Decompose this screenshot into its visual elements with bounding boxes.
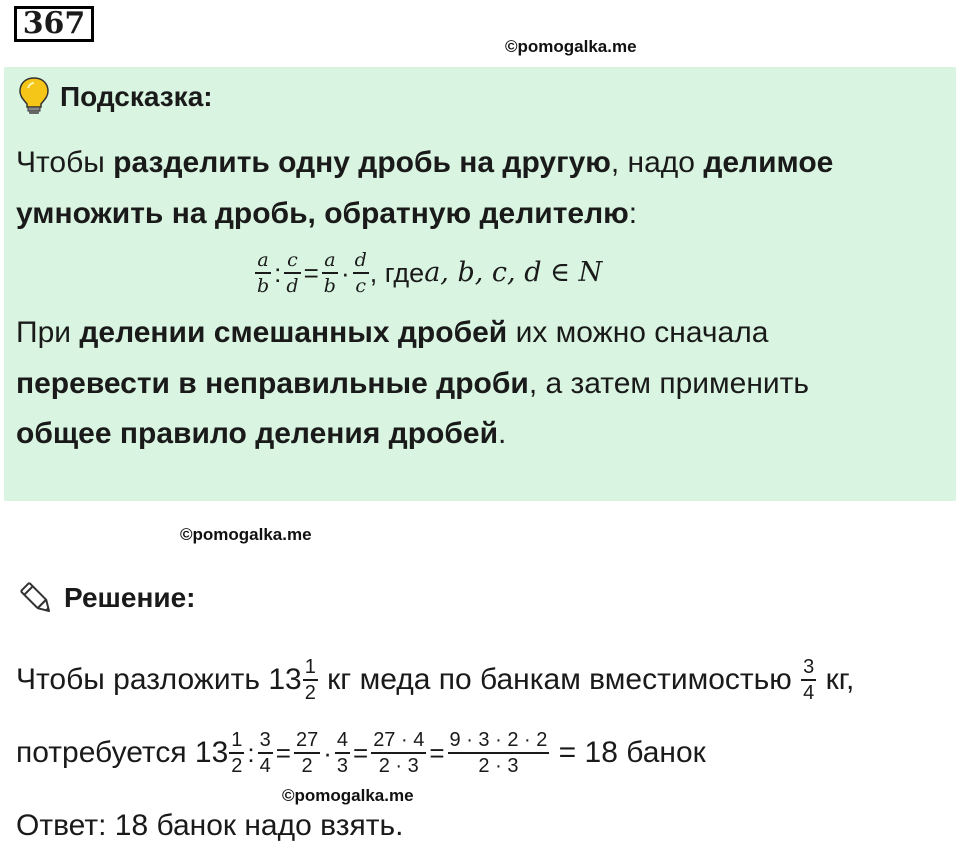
hint-paragraph-2-line-3 xyxy=(16,416,506,452)
hint-text: , надо xyxy=(610,146,704,179)
fraction: $\frac{3}{4}$ xyxy=(259,729,271,777)
operator: = xyxy=(303,258,319,288)
fraction: $\frac{27 \cdot 4}{2 \cdot 3}$ xyxy=(373,729,425,777)
fraction: $\frac{a}{b}$ xyxy=(257,249,270,297)
hint-bold-text: перевести в неправильные дроби xyxy=(16,367,529,400)
operator: = xyxy=(353,738,369,768)
operator: · xyxy=(340,258,350,288)
formula-tail-math: a, b, c, d ∈ N xyxy=(424,257,603,288)
solution-line-1 xyxy=(16,652,854,708)
operator: : xyxy=(247,738,255,768)
hint-title: Подсказка: xyxy=(60,81,213,112)
hint-formula xyxy=(254,244,602,302)
hint-text: . xyxy=(498,417,507,450)
hint-text: Чтобы xyxy=(16,146,114,179)
fraction: $\frac{c}{d}$ xyxy=(286,249,299,297)
fraction: $\frac{a}{b}$ xyxy=(323,249,336,297)
answer: Ответ: 18 банок надо взять. xyxy=(16,809,404,842)
lightbulb-icon xyxy=(18,76,50,121)
operator: : xyxy=(274,258,282,288)
solution-line-2 xyxy=(16,724,706,782)
watermark-bottom: ©pomogalka.me xyxy=(282,786,414,805)
hint-bold-text: умножить на дробь, обратную делителю xyxy=(16,197,629,230)
solution-title: Решение: xyxy=(64,582,196,613)
fraction: $\frac{3}{4}$ xyxy=(803,656,815,704)
operator: · xyxy=(323,738,332,768)
fraction: $\frac{1}{2}$ xyxy=(304,656,316,704)
hint-paragraph-2-line-2 xyxy=(16,366,809,402)
watermark-middle: ©pomogalka.me xyxy=(180,525,312,544)
solution-text: Чтобы разложить 13 xyxy=(16,663,302,696)
operator: = xyxy=(275,738,291,768)
solution-text: кг меда по банкам вместимостью xyxy=(318,663,801,696)
operator: = xyxy=(429,738,445,768)
hint-bold-text: делимое xyxy=(703,146,834,179)
fraction: $\frac{27}{2}$ xyxy=(295,729,319,777)
hint-bold-text: делении смешанных дробей xyxy=(79,316,508,349)
hint-text: их можно сначала xyxy=(507,316,769,349)
fraction: $\frac{9 \cdot 3 \cdot 2 \cdot 2}{2 \cdot 3}$ xyxy=(449,729,548,777)
hint-paragraph-2-line-1 xyxy=(16,315,768,351)
hint-bold-text: разделить одну дробь на другую xyxy=(113,146,611,179)
hint-paragraph-1-line-1 xyxy=(16,145,833,181)
solution-result-text: = 18 банок xyxy=(550,736,706,769)
hint-text: , а затем применить xyxy=(528,367,810,400)
hint-bold-text: общее правило деления дробей xyxy=(16,417,499,450)
task-number: 367 xyxy=(14,6,94,42)
fraction: $\frac{d}{c}$ xyxy=(354,249,367,297)
hint-paragraph-1-line-2 xyxy=(16,196,637,232)
fraction: $\frac{4}{3}$ xyxy=(336,729,348,777)
hint-text: : xyxy=(628,197,638,230)
watermark-top: ©pomogalka.me xyxy=(505,37,637,56)
formula-tail-text: , где xyxy=(369,258,425,288)
fraction: $\frac{1}{2}$ xyxy=(231,729,243,777)
solution-text: потребуется 13 xyxy=(16,736,229,769)
hint-text: При xyxy=(16,316,80,349)
pencil-icon xyxy=(18,580,56,623)
solution-text: кг, xyxy=(817,663,855,696)
